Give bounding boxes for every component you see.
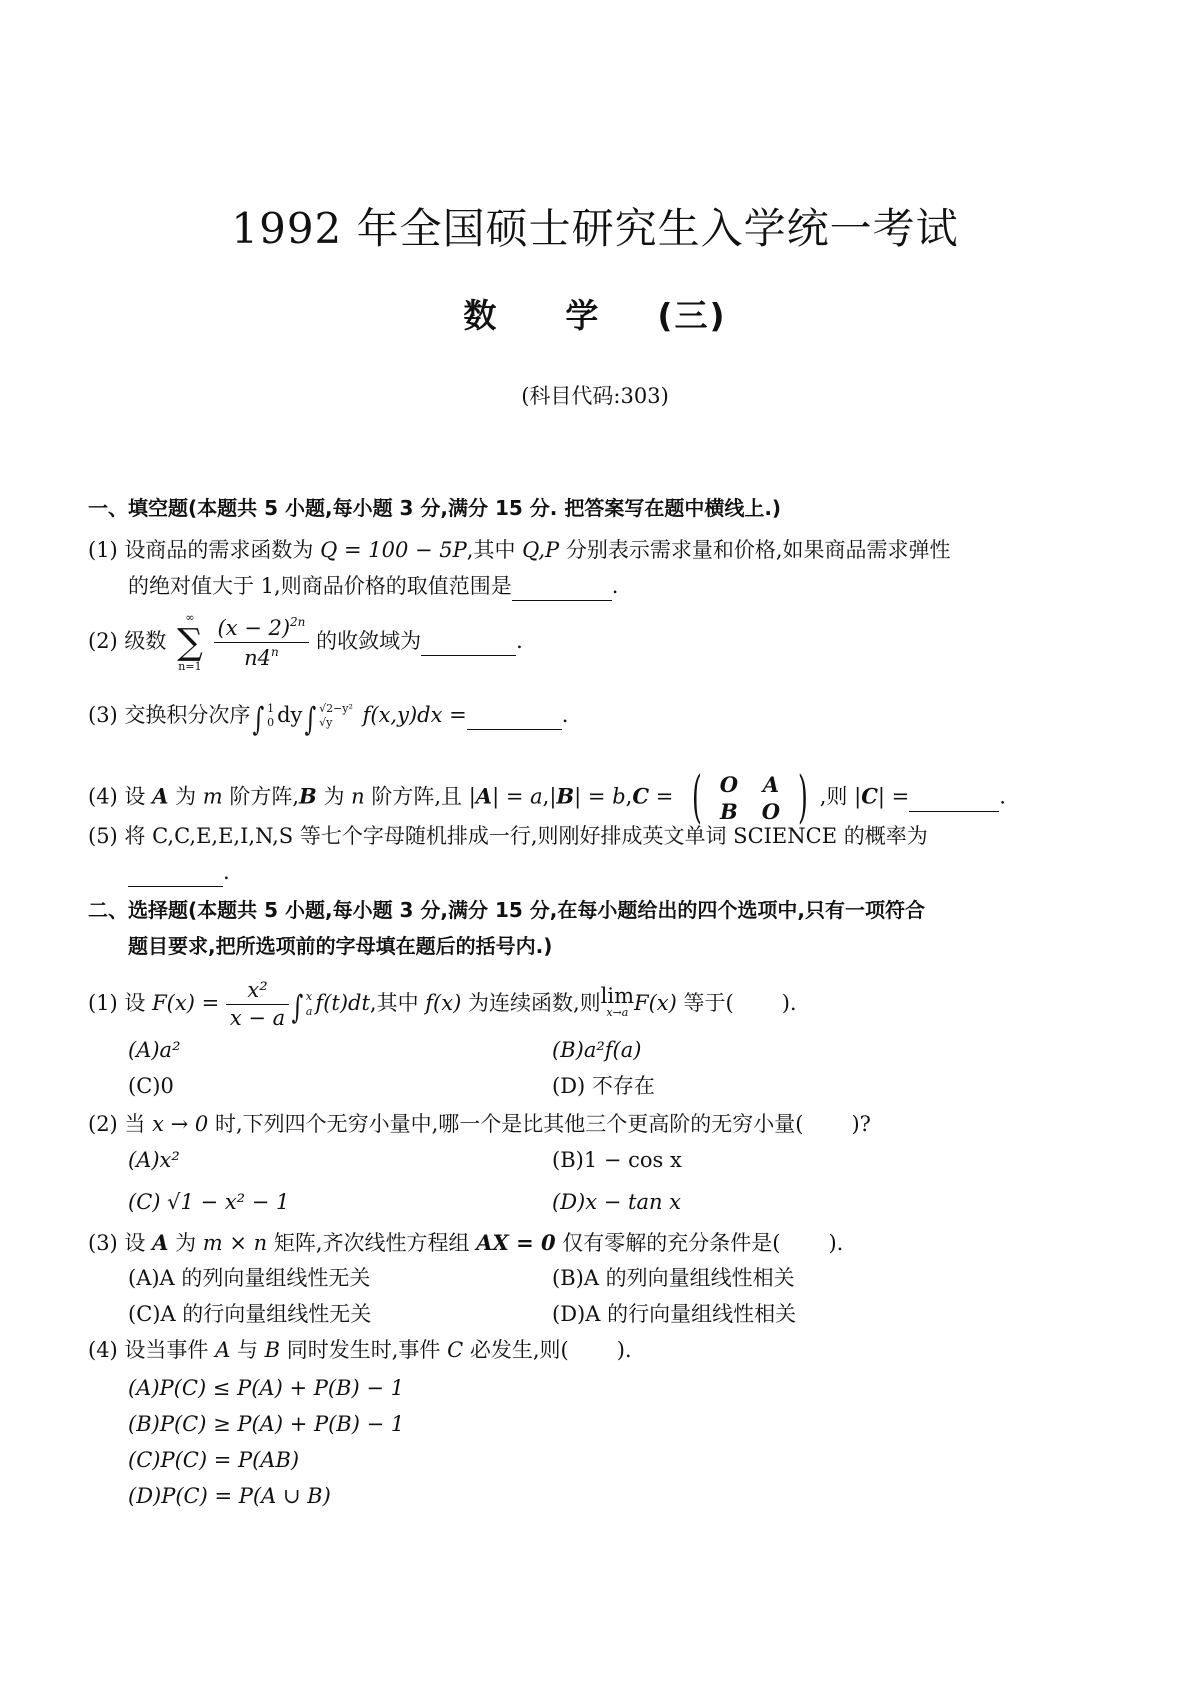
sum-sign: ∑ bbox=[177, 621, 203, 663]
s2q2-t1: (2) 当 bbox=[88, 1112, 153, 1136]
matrix-cell: O bbox=[761, 799, 781, 824]
q1-qp: Q,P bbox=[522, 538, 560, 562]
q2-suffix: 的收敛域为 bbox=[316, 628, 422, 653]
s2q4-t1: (4) 设当事件 bbox=[88, 1338, 216, 1362]
fill-q4 bbox=[88, 765, 1006, 830]
s2q3-mn: m × n bbox=[202, 1231, 268, 1255]
q4-t8: | = bbox=[574, 784, 613, 809]
subject-char-1: 数 bbox=[463, 296, 499, 335]
matrix-cell: B bbox=[720, 799, 738, 824]
choice-q3 bbox=[88, 1232, 843, 1254]
s2q1-fx: f(x) bbox=[425, 991, 462, 1015]
q4-A2: A bbox=[475, 783, 493, 809]
s2q2-t3: )? bbox=[851, 1112, 871, 1136]
section-2-heading-1: 二、选择题(本题共 5 小题,每小题 3 分,满分 15 分,在每小题给出的四个选项中,只有一项符合 bbox=[88, 898, 925, 922]
option-b: (B)a²f(a) bbox=[552, 1038, 642, 1062]
q4-t1: (4) 设 bbox=[88, 784, 153, 809]
s2q4-t2: 与 bbox=[230, 1338, 265, 1362]
summation bbox=[177, 612, 203, 673]
exam-title: 1992 年全国硕士研究生入学统一考试 bbox=[231, 204, 959, 253]
q4-a: a bbox=[530, 784, 543, 809]
matrix-left-paren: ( bbox=[692, 765, 702, 830]
int2-upper: √2−y² bbox=[319, 702, 353, 715]
q1-text-a: (1) 设商品的需求函数为 bbox=[88, 538, 321, 562]
int-upper: x bbox=[305, 990, 313, 1004]
s2q2-x0: x → 0 bbox=[152, 1112, 209, 1136]
series-term bbox=[214, 616, 310, 669]
subject-paper: (三) bbox=[657, 296, 727, 335]
option-d: (D)A 的行向量组线性相关 bbox=[552, 1302, 797, 1326]
subject-char-2: 学 bbox=[565, 296, 601, 335]
term-num-exp: 2n bbox=[290, 614, 306, 629]
int-lower: a bbox=[305, 1004, 313, 1018]
exam-subject bbox=[0, 290, 1190, 337]
matrix-cell: A bbox=[762, 772, 780, 797]
q4-t3: 阶方阵, bbox=[222, 784, 300, 809]
option-d: (D)P(C) = P(A ∪ B) bbox=[128, 1484, 331, 1508]
s2q4-t4: 必发生,则( bbox=[463, 1338, 569, 1362]
q4-B: B bbox=[299, 783, 317, 809]
q4-t5: 阶方阵,且 | bbox=[364, 784, 476, 809]
q4-t10: = bbox=[649, 784, 674, 809]
s2q3-t3: 矩阵,齐次线性方程组 bbox=[267, 1231, 477, 1255]
answer-blank bbox=[512, 579, 612, 601]
q2-prefix: (2) 级数 bbox=[88, 628, 167, 653]
s2q3-t5: ). bbox=[828, 1231, 844, 1255]
q4-t12: | = bbox=[877, 784, 910, 809]
fill-q5-line2 bbox=[128, 862, 230, 887]
q4-C: C bbox=[632, 783, 650, 809]
s2q1-ftdt: f(t)dt bbox=[315, 991, 370, 1015]
option-d: (D) 不存在 bbox=[552, 1074, 655, 1098]
term-numerator: (x − 2) bbox=[217, 615, 291, 640]
s2q3-t2: 为 bbox=[168, 1231, 203, 1255]
subject-code: (科目代码:303) bbox=[521, 384, 669, 408]
option-c: (C)P(C) = P(AB) bbox=[128, 1448, 300, 1472]
q1-end: . bbox=[611, 574, 619, 598]
q4-n: n bbox=[351, 784, 365, 809]
integral-sign: ∫ bbox=[291, 988, 304, 1026]
s2q3-A: A bbox=[152, 1230, 169, 1255]
q4-m: m bbox=[202, 784, 223, 809]
q4-t9: , bbox=[625, 784, 633, 809]
q4-end: . bbox=[999, 784, 1006, 809]
q1-formula: Q = 100 − 5P bbox=[320, 538, 467, 562]
option-c: (C)A 的行向量组线性无关 bbox=[128, 1302, 372, 1326]
option-b: (B)A 的列向量组线性相关 bbox=[552, 1266, 795, 1290]
q3-prefix: (3) 交换积分次序 bbox=[88, 702, 251, 727]
integral-sign: ∫ bbox=[252, 699, 265, 738]
s2q1-t4: 等于( bbox=[676, 991, 734, 1015]
answer-blank bbox=[467, 708, 562, 730]
int1-lower: 0 bbox=[267, 716, 275, 730]
choice-q4 bbox=[88, 1340, 632, 1361]
option-a: (A)A 的列向量组线性无关 bbox=[128, 1266, 371, 1290]
option-c: (C) √1 − x² − 1 bbox=[128, 1190, 290, 1214]
option-a: (A)P(C) ≤ P(A) + P(B) − 1 bbox=[128, 1376, 404, 1400]
fraction-denominator: x − a bbox=[229, 1006, 286, 1030]
q4-C2: C bbox=[861, 783, 878, 809]
s2q4-t5: ). bbox=[616, 1338, 632, 1362]
s2q4-B: B bbox=[264, 1338, 281, 1362]
q4-B2: B bbox=[556, 783, 575, 809]
int1-upper: 1 bbox=[267, 702, 275, 715]
q1-text-c: 分别表示需求量和价格,如果商品需求弹性 bbox=[559, 538, 951, 562]
s2q4-t3: 同时发生时,事件 bbox=[280, 1338, 448, 1362]
s2q3-t1: (3) 设 bbox=[88, 1231, 153, 1255]
option-b: (B)P(C) ≥ P(A) + P(B) − 1 bbox=[128, 1412, 405, 1436]
s2q3-AX: AX = 0 bbox=[476, 1230, 556, 1255]
answer-blank bbox=[909, 790, 999, 812]
term-denominator: n4 bbox=[244, 645, 272, 670]
integral-sign: ∫ bbox=[304, 699, 317, 738]
option-a: (A)x² bbox=[128, 1148, 180, 1172]
fill-q3 bbox=[88, 699, 569, 738]
s2q1-t3: 为连续函数,则 bbox=[461, 991, 601, 1015]
section-1-heading: 一、填空题(本题共 5 小题,每小题 3 分,满分 15 分. 把答案写在题中横线上.) bbox=[88, 496, 782, 520]
s2q1-fraction bbox=[226, 980, 289, 1029]
s2q4-A: A bbox=[215, 1338, 231, 1362]
s2q1-t2: ,其中 bbox=[369, 991, 426, 1015]
q3-dy: dy bbox=[277, 702, 303, 727]
q4-t7: ,| bbox=[542, 784, 557, 809]
q1-text-b: ,其中 bbox=[466, 538, 523, 562]
s2q4-C: C bbox=[447, 1338, 464, 1362]
sum-upper: ∞ bbox=[185, 611, 195, 624]
option-d: (D)x − tan x bbox=[552, 1190, 682, 1214]
limit-operator bbox=[601, 986, 634, 1018]
term-den-exp: n bbox=[271, 644, 279, 659]
option-c: (C)0 bbox=[128, 1074, 174, 1098]
answer-blank bbox=[128, 865, 223, 887]
lim-sub: x→a bbox=[606, 1006, 629, 1019]
fill-q1-line1 bbox=[88, 540, 951, 561]
q4-t6: | = bbox=[492, 784, 531, 809]
q3-integrand: f(x,y)dx = bbox=[362, 702, 467, 727]
option-b: (B)1 − cos x bbox=[552, 1148, 682, 1172]
s2q1-Fx2: F(x) bbox=[634, 991, 677, 1015]
s2q1-Fx: F(x) = bbox=[152, 991, 220, 1015]
section-2-heading-2: 题目要求,把所选项前的字母填在题后的括号内.) bbox=[128, 934, 553, 958]
q4-t4: 为 bbox=[316, 784, 352, 809]
q4-t2: 为 bbox=[168, 784, 203, 809]
matrix-cell: O bbox=[719, 772, 739, 797]
block-matrix bbox=[686, 765, 814, 830]
choice-q1 bbox=[88, 980, 797, 1029]
q5-end: . bbox=[223, 860, 230, 884]
s2q1-t1: (1) 设 bbox=[88, 991, 153, 1015]
answer-blank bbox=[421, 634, 516, 656]
lim-text: lim bbox=[600, 984, 634, 1008]
s2q3-t4: 仅有零解的充分条件是( bbox=[555, 1231, 781, 1255]
fraction-numerator: x² bbox=[226, 980, 289, 1005]
q1-text-line2: 的绝对值大于 1,则商品价格的取值范围是 bbox=[128, 574, 512, 598]
fill-q1-line2 bbox=[128, 576, 618, 601]
s2q2-t2: 时,下列四个无穷小量中,哪一个是比其他三个更高阶的无穷小量( bbox=[208, 1112, 804, 1136]
fill-q5-line1: (5) 将 C,C,E,E,I,N,S 等七个字母随机排成一行,则刚好排成英文单词 SCIENCE 的概率为 bbox=[88, 824, 928, 848]
q2-end: . bbox=[516, 628, 523, 653]
q4-t11: ,则 | bbox=[819, 784, 862, 809]
option-a: (A)a² bbox=[128, 1038, 181, 1062]
s2q1-t5: ). bbox=[781, 991, 797, 1015]
q3-end: . bbox=[561, 702, 569, 727]
integral-limits bbox=[306, 990, 313, 1019]
sum-lower: n=1 bbox=[178, 660, 202, 674]
integral-limits-1 bbox=[267, 702, 274, 731]
choice-q2 bbox=[88, 1114, 871, 1135]
int2-lower: √y bbox=[319, 716, 333, 730]
q4-A: A bbox=[152, 783, 169, 809]
fill-q2 bbox=[88, 612, 523, 673]
matrix-right-paren: ) bbox=[797, 765, 808, 830]
integral-limits-2 bbox=[319, 702, 353, 731]
q4-b: b bbox=[612, 784, 626, 809]
